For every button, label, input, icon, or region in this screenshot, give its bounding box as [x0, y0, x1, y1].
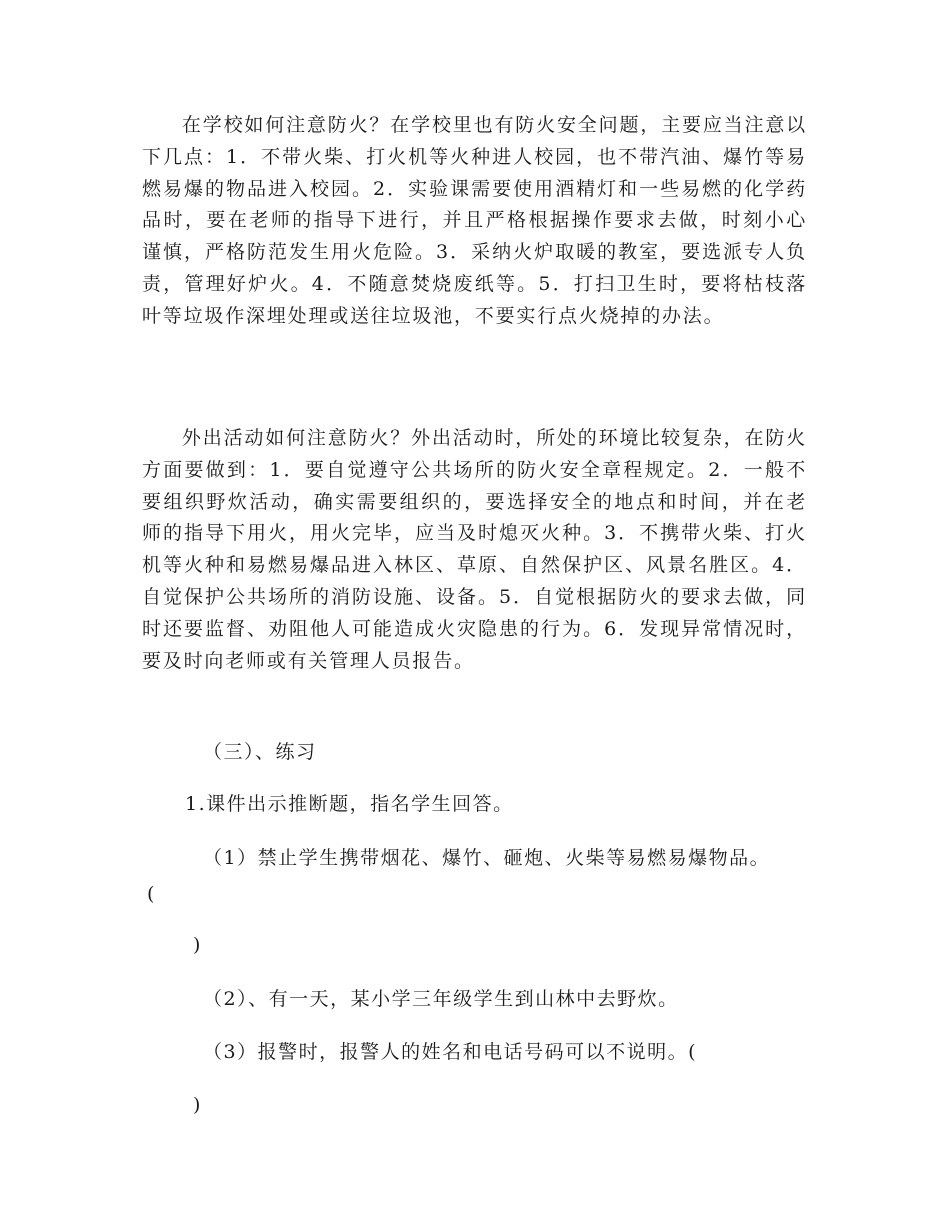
paragraph-outdoor-fire-safety: 外出活动如何注意防火？外出活动时，所处的环境比较复杂，在防火方面要做到：1．要自觉遵守公共场所的防火安全章程规定。2．一般不要组织野炊活动，确实需要组织的，要选择安全的地点和时间，并在老师的指导下用火，用火完毕，应当及时熄灭火种。3．不携带火柴、打火机等火种和易燃易爆品进入林区、草原、自然保护区、风景名胜区。4．自觉保护公共场所的消防设施、设备。5．自觉根据防火的要求去做，同时还要监督、劝阻他人可能造成火灾隐患的行为。6．发现异常情况时，要及时向老师或有关管理人员报告。: [142, 427, 807, 672]
judgment-item-2: （2）、有一天，某小学三年级学生到山林中去野炊。: [203, 988, 679, 1010]
judgment-item-3: （3）报警时，报警人的姓名和电话号码可以不说明。(: [203, 1041, 698, 1063]
paragraph-school-fire-safety: 在学校如何注意防火？在学校里也有防火安全问题，主要应当注意以下几点：1．不带火柴、打火机等火种进人校园，也不带汽油、爆竹等易燃易爆的物品进入校园。2．实验课需要使用酒精灯和一些易燃的化学药品时，要在老师的指导下进行，并且严格根据操作要求去做，时刻小心谨慎，严格防范发生用火危险。3．采纳火炉取暖的教室，要选派专人负责，管理好炉火。4．不随意焚烧废纸等。5．打扫卫生时，要将枯枝落叶等垃圾作深埋处理或送往垃圾池，不要实行点火烧掉的办法。: [142, 114, 807, 327]
section-heading: （三）、练习: [203, 741, 317, 763]
question-1: 1.课件出示推断题，指名学生回答。: [185, 793, 514, 815]
answer-blank-close-1: ): [193, 934, 202, 956]
judgment-item-1: （1）禁止学生携带烟花、爆竹、砸炮、火柴等易燃易爆物品。: [203, 847, 771, 869]
answer-blank-open-1: (: [147, 883, 156, 905]
answer-blank-close-3: ): [193, 1094, 202, 1116]
